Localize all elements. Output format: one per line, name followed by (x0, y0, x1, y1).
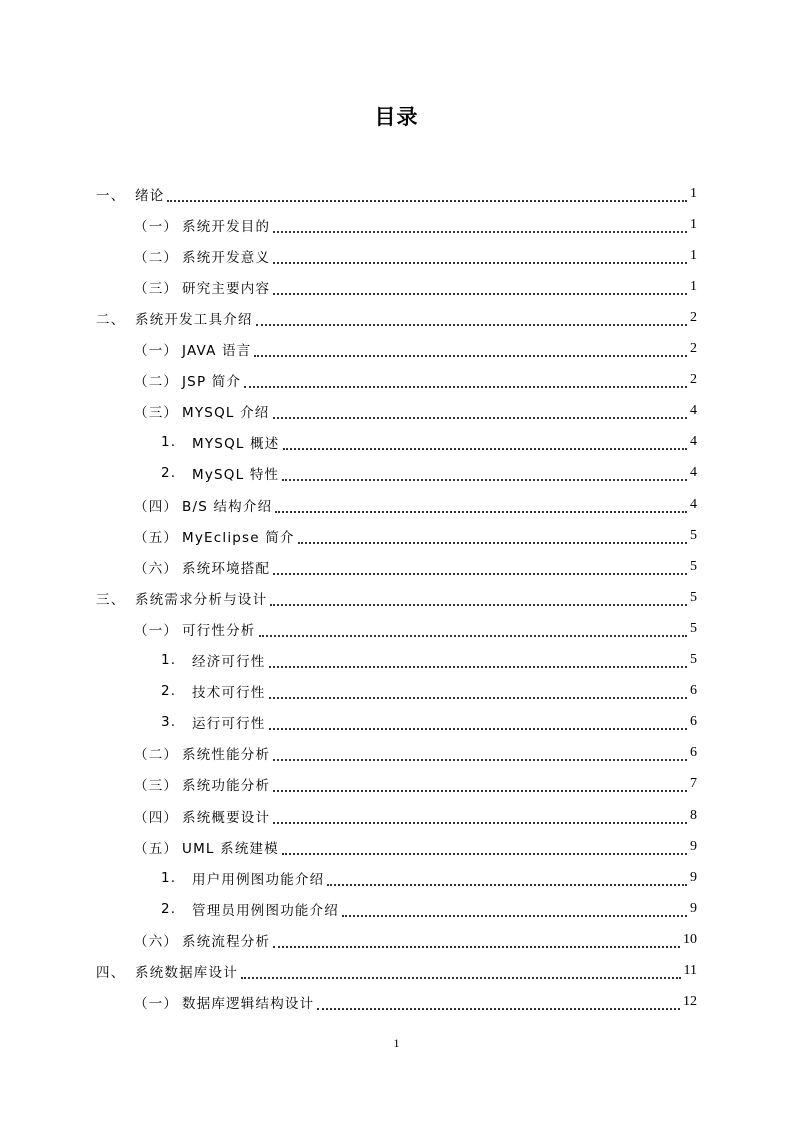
toc-entry[interactable] (96, 302, 697, 333)
toc-entry-title: 系统流程分析 (182, 933, 271, 950)
toc-entry-number: 三、 (96, 591, 126, 608)
toc-entry-title: MyEclipse 简介 (182, 529, 295, 546)
toc-entry-page: 4 (690, 496, 697, 512)
toc-entry-page: 9 (690, 869, 697, 885)
toc-entry-page: 4 (690, 434, 697, 450)
toc-entry[interactable] (134, 209, 697, 240)
toc-entry-number: （一） (134, 622, 179, 639)
toc-entry-number: （一） (134, 218, 179, 235)
toc-entry-page: 2 (690, 309, 697, 325)
toc-entry[interactable] (161, 862, 697, 893)
page-title: 目录 (374, 105, 419, 129)
toc-entry-title: 技术可行性 (192, 685, 266, 702)
toc-dot-leader (283, 428, 687, 450)
toc-entry-number: 二、 (96, 311, 126, 328)
toc-entry-page: 9 (690, 838, 697, 854)
toc-entry-title: MYSQL 概述 (192, 436, 280, 453)
page-number: 1 (393, 1036, 400, 1050)
toc-dot-leader (342, 895, 687, 917)
toc-entry-page: 1 (690, 216, 697, 232)
toc-dot-leader (273, 770, 687, 792)
toc-entry-number: 一、 (96, 187, 126, 204)
toc-entry-page: 2 (690, 341, 697, 356)
toc-dot-leader (273, 802, 687, 824)
toc-entry-number: （六） (134, 560, 179, 577)
toc-entry-title: JSP 简介 (182, 374, 242, 391)
toc-entry[interactable] (134, 613, 697, 644)
toc-entry-number: （二） (134, 747, 179, 764)
toc-entry[interactable] (134, 271, 697, 302)
toc-entry-page: 5 (690, 620, 697, 636)
toc-dot-leader (275, 491, 687, 513)
toc-entry[interactable] (134, 924, 697, 955)
toc-entry[interactable] (134, 240, 697, 271)
toc-entry-title: 系统环境搭配 (182, 560, 271, 577)
toc-dot-leader (241, 957, 681, 979)
toc-entry[interactable] (96, 956, 697, 987)
toc-entry-title: 系统开发意义 (182, 249, 271, 266)
toc-entry-title: 系统开发目的 (182, 218, 271, 235)
toc-entry-page: 5 (690, 527, 697, 543)
toc-dot-leader (167, 180, 687, 202)
toc-dot-leader (327, 864, 687, 886)
toc-entry[interactable] (161, 458, 697, 489)
toc-entry-number: （二） (134, 374, 179, 391)
toc-entry-number: （二） (134, 249, 179, 266)
toc-dot-leader (254, 335, 687, 357)
toc-dot-leader (273, 242, 687, 264)
toc-entry-title: 用户用例图功能介绍 (192, 871, 325, 888)
toc-entry-title: 经济可行性 (192, 654, 266, 670)
toc-entry-page: 6 (690, 745, 697, 761)
toc-entry[interactable] (134, 738, 697, 769)
toc-entry-title: 系统概要设计 (182, 809, 271, 826)
toc-entry-title: 绪论 (135, 187, 165, 204)
toc-entry-title: 系统需求分析与设计 (135, 591, 268, 608)
toc-entry-number: 3. (161, 714, 177, 731)
toc-entry-page: 4 (690, 403, 697, 419)
toc-entry-page: 8 (690, 807, 697, 823)
toc-entry-number: （三） (134, 405, 179, 422)
toc-entry-number: 四、 (96, 965, 126, 981)
toc-dot-leader (273, 273, 687, 295)
toc-entry[interactable] (134, 520, 697, 551)
toc-dot-leader (282, 459, 687, 481)
toc-entry-title: MySQL 特性 (192, 467, 280, 484)
toc-entry-number: （五） (134, 840, 179, 857)
toc-entry[interactable] (161, 893, 697, 924)
toc-dot-leader (273, 553, 687, 575)
toc-dot-leader (298, 522, 687, 544)
toc-entry-title: B/S 结构介绍 (182, 498, 273, 515)
toc-entry-page: 6 (690, 683, 697, 699)
toc-entry[interactable] (161, 676, 697, 707)
toc-entry-number: 2. (161, 465, 177, 482)
toc-entry-title: MYSQL 介绍 (182, 405, 270, 422)
toc-entry[interactable] (134, 769, 697, 800)
toc-dot-leader (269, 646, 688, 668)
toc-entry[interactable] (161, 645, 697, 676)
toc-entry-number: （四） (134, 498, 179, 515)
toc-entry-page: 5 (690, 558, 697, 574)
toc-entry-number: 1. (161, 652, 177, 668)
toc-entry-page: 6 (690, 714, 697, 730)
toc-entry-title: 系统数据库设计 (135, 965, 238, 981)
toc-entry-page: 2 (690, 372, 697, 388)
toc-entry-number: （一） (134, 996, 179, 1013)
toc-entry-page: 1 (690, 247, 697, 263)
toc-entry-page: 1 (690, 278, 697, 294)
toc-entry-page: 12 (683, 994, 697, 1010)
toc-dot-leader (273, 211, 687, 233)
toc-entry-page: 9 (690, 900, 697, 916)
toc-dot-leader (269, 677, 688, 699)
toc-entry[interactable] (134, 831, 697, 862)
toc-dot-leader (270, 584, 687, 606)
toc-entry-number: （四） (134, 809, 179, 826)
toc-entry-number: 2. (161, 900, 177, 917)
toc-dot-leader (282, 833, 687, 855)
toc-entry-title: 研究主要内容 (182, 280, 271, 297)
toc-entry-page: 11 (683, 963, 697, 978)
toc-entry-title: 运行可行性 (192, 716, 266, 733)
toc-entry[interactable] (134, 396, 697, 427)
toc-entry-title: 系统性能分析 (182, 747, 271, 764)
toc-entry-title: JAVA 语言 (182, 343, 252, 359)
toc-entry-title: 系统功能分析 (182, 778, 271, 795)
toc-entry[interactable] (134, 987, 697, 1018)
toc-entry[interactable] (134, 365, 697, 396)
toc-dot-leader (273, 397, 687, 419)
toc-dot-leader (273, 739, 687, 761)
toc-entry[interactable] (134, 334, 697, 365)
toc-entry-number: （三） (134, 280, 179, 297)
toc-entry[interactable] (96, 582, 697, 613)
toc-entry[interactable] (161, 707, 697, 738)
toc-entry-number: （三） (134, 778, 179, 795)
toc-dot-leader (269, 708, 688, 730)
toc-dot-leader (317, 988, 680, 1010)
toc-entry-page: 5 (690, 589, 697, 605)
toc-entry-page: 1 (690, 185, 697, 201)
toc-entry-page: 5 (690, 652, 697, 667)
toc-entry-title: 系统开发工具介绍 (135, 311, 253, 328)
toc-entry-number: 1. (161, 869, 177, 886)
toc-entry-page: 10 (683, 931, 697, 947)
toc-entry[interactable] (134, 551, 697, 582)
toc-dot-leader (256, 304, 687, 326)
toc-dot-leader (273, 926, 680, 948)
toc-entry-page: 7 (690, 776, 697, 792)
toc-entry-title: 可行性分析 (182, 622, 256, 639)
toc-entry[interactable] (96, 178, 697, 209)
toc-dot-leader (259, 615, 688, 637)
toc-entry-title: 数据库逻辑结构设计 (182, 996, 315, 1013)
toc-entry[interactable] (134, 800, 697, 831)
toc-entry-number: （一） (134, 343, 179, 359)
toc-entry-page: 4 (690, 465, 697, 481)
toc-dot-leader (244, 366, 687, 388)
toc-entry-title: UML 系统建模 (182, 840, 279, 857)
toc-entry-number: （六） (134, 933, 179, 950)
toc-entry-title: 管理员用例图功能介绍 (192, 902, 339, 919)
toc-entry-number: 1. (161, 434, 177, 451)
toc-entry[interactable] (161, 427, 697, 458)
toc-entry[interactable] (134, 489, 697, 520)
toc-entry-number: （五） (134, 529, 179, 546)
toc-entry-number: 2. (161, 683, 177, 700)
